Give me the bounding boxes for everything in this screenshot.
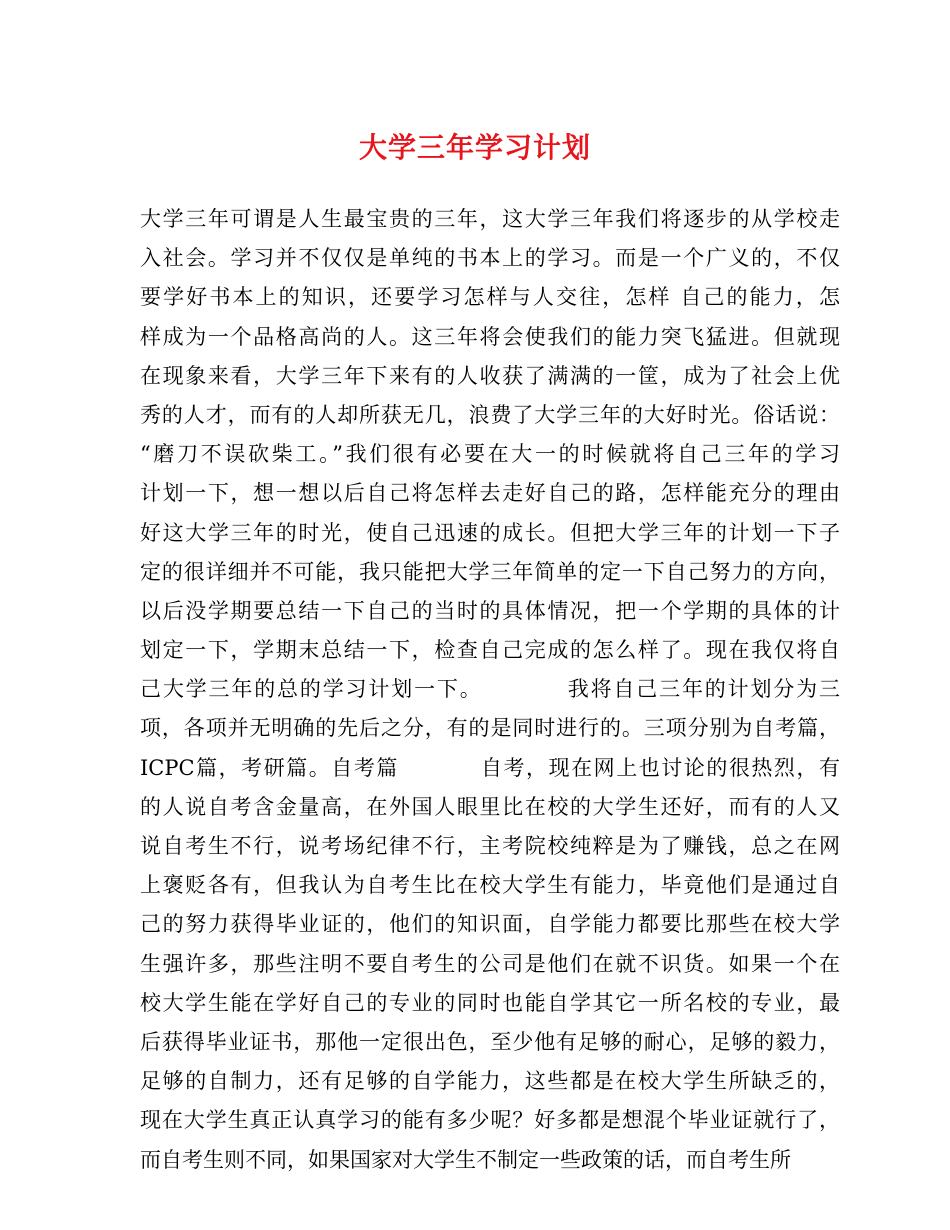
- body-line: 后获得毕业证书，那他一定很出色，至少他有足够的耐心，足够的毅力，: [140, 1029, 840, 1054]
- body-line: 要学好书本上的知识，还要学习怎样与人交往，怎样 自己的能力，怎: [140, 285, 840, 310]
- document-body: [140, 200, 840, 1180]
- body-line: 秀的人才，而有的人却所获无几，浪费了大学三年的大好时光。俗话说：: [140, 402, 840, 427]
- body-line: ICPC篇，考研篇。自考篇 自考，现在网上也讨论的很热烈，有: [140, 755, 840, 780]
- body-line: 己的努力获得毕业证的，他们的知识面，自学能力都要比那些在校大学: [140, 912, 840, 937]
- body-line: 定的很详细并不可能，我只能把大学三年简单的定一下自己努力的方向，: [140, 559, 840, 584]
- body-line: 现在大学生真正认真学习的能有多少呢？好多都是想混个毕业证就行了，: [140, 1108, 840, 1133]
- body-line: 而自考生则不同，如果国家对大学生不制定一些政策的话，而自考生所: [140, 1147, 791, 1172]
- document-title: 大学三年学习计划: [358, 131, 591, 164]
- body-line: 己大学三年的总的学习计划一下。 我将自己三年的计划分为三: [140, 677, 840, 702]
- body-line: 样成为一个品格高尚的人。这三年将会使我们的能力突飞猛进。但就现: [140, 324, 840, 349]
- body-line: “磨刀不误砍柴工。”我们很有必要在大一的时候就将自己三年的学习: [140, 442, 840, 467]
- body-line: 大学三年可谓是人生最宝贵的三年，这大学三年我们将逐步的从学校走: [140, 207, 840, 231]
- body-line: 计划一下，想一想以后自己将怎样去走好自己的路，怎样能充分的理由: [140, 481, 840, 506]
- body-line: 在现象来看，大学三年下来有的人收获了满满的一筐，成为了社会上优: [140, 363, 840, 388]
- body-line: 上褒贬各有，但我认为自考生比在校大学生有能力，毕竟他们是通过自: [140, 873, 840, 898]
- body-line: 足够的自制力，还有足够的自学能力，这些都是在校大学生所缺乏的，: [140, 1069, 840, 1094]
- body-line: 校大学生能在学好自己的专业的同时也能自学其它一所名校的专业，最: [140, 990, 840, 1015]
- body-line: 划定一下，学期末总结一下，检查自己完成的怎么样了。现在我仅将自: [140, 638, 840, 663]
- body-line: 入社会。学习并不仅仅是单纯的书本上的学习。而是一个广义的，不仅: [140, 246, 840, 271]
- body-line: 生强许多，那些注明不要自考生的公司是他们在就不识货。如果一个在: [140, 951, 840, 976]
- body-line: 项，各项并无明确的先后之分，有的是同时进行的。三项分别为自考篇，: [140, 716, 840, 741]
- body-line: 说自考生不行，说考场纪律不行，主考院校纯粹是为了赚钱，总之在网: [140, 834, 840, 858]
- body-line: 好这大学三年的时光，使自己迅速的成长。但把大学三年的计划一下子: [140, 520, 840, 545]
- body-line: 的人说自考含金量高，在外国人眼里比在校的大学生还好，而有的人又: [140, 794, 840, 819]
- body-line: 以后没学期要总结一下自己的当时的具体情况，把一个学期的具体的计: [140, 598, 840, 623]
